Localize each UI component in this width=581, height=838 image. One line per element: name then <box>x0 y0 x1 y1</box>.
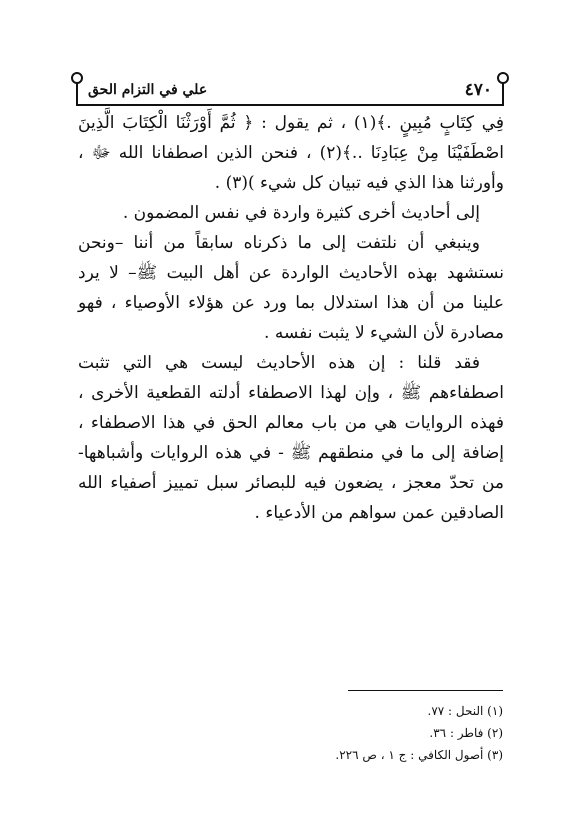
header-rule <box>76 104 504 106</box>
paragraph-other-hadiths: إلى أحاديث أخرى كثيرة واردة في نفس المضمون . <box>122 203 480 223</box>
footnote-2: (٢) فاطر : ٣٦. <box>429 726 503 740</box>
header-ornament-right-icon <box>497 72 509 84</box>
main-text <box>78 108 504 528</box>
paragraph-reasoning: وينبغي أن نلتفت إلى ما ذكرناه سابقاً من أننا –ونحن نستشهد بهذه الأحاديث الواردة عن أهل البيت ﷺ– لا يرد علينا من أن هذا استدلال بما ورد عن هؤلاء الأوصياء ، فهو مصادرة لأن الشيء لا يثبت نفسه . <box>78 233 504 343</box>
paragraph-quote-continuation: فِي كِتَابٍ مُبِينٍ .﴾(١) ، ثم يقول : ﴿ ثُمَّ أَوْرَثْنَا الْكِتَابَ الَّذِينَ اصْطَفَيْنَا مِنْ عِبَادِنَا ..﴾(٢) ، فنحن الذين اصطفانا الله ﷻ ، وأورثنا هذا الذي فيه تبيان كل شيء )(٣) . <box>78 113 504 193</box>
footnote-1: (١) النحل : ٧٧. <box>427 704 503 718</box>
running-title: علي في التزام الحق <box>88 82 208 98</box>
paragraph-conclusion: فقد قلنا : إن هذه الأحاديث ليست هي التي تثبت اصطفاءهم ﷺ ، وإن لهذا الاصطفاء أدلته القطعية الأخرى ، فهذه الروايات هي من باب معالم الحق في هذا الاصطفاء ، إضافة إلى ما في منطقهم ﷺ - في هذه الروايات وأشباهها- من تحدّ معجز ، يضعون فيه للبصائر سبل تمييز أصفياء الله الصادقين عمن سواهم من الأدعياء . <box>78 353 504 523</box>
footnotes <box>77 700 503 766</box>
footnote-separator <box>348 690 503 691</box>
footnote-3: (٣) أصول الكافي : ج ١ ، ص ٢٢٦. <box>335 748 503 762</box>
header-ornament-left-icon <box>71 72 83 84</box>
page-header <box>76 76 504 106</box>
page-number: ٤٧٠ <box>464 80 492 100</box>
